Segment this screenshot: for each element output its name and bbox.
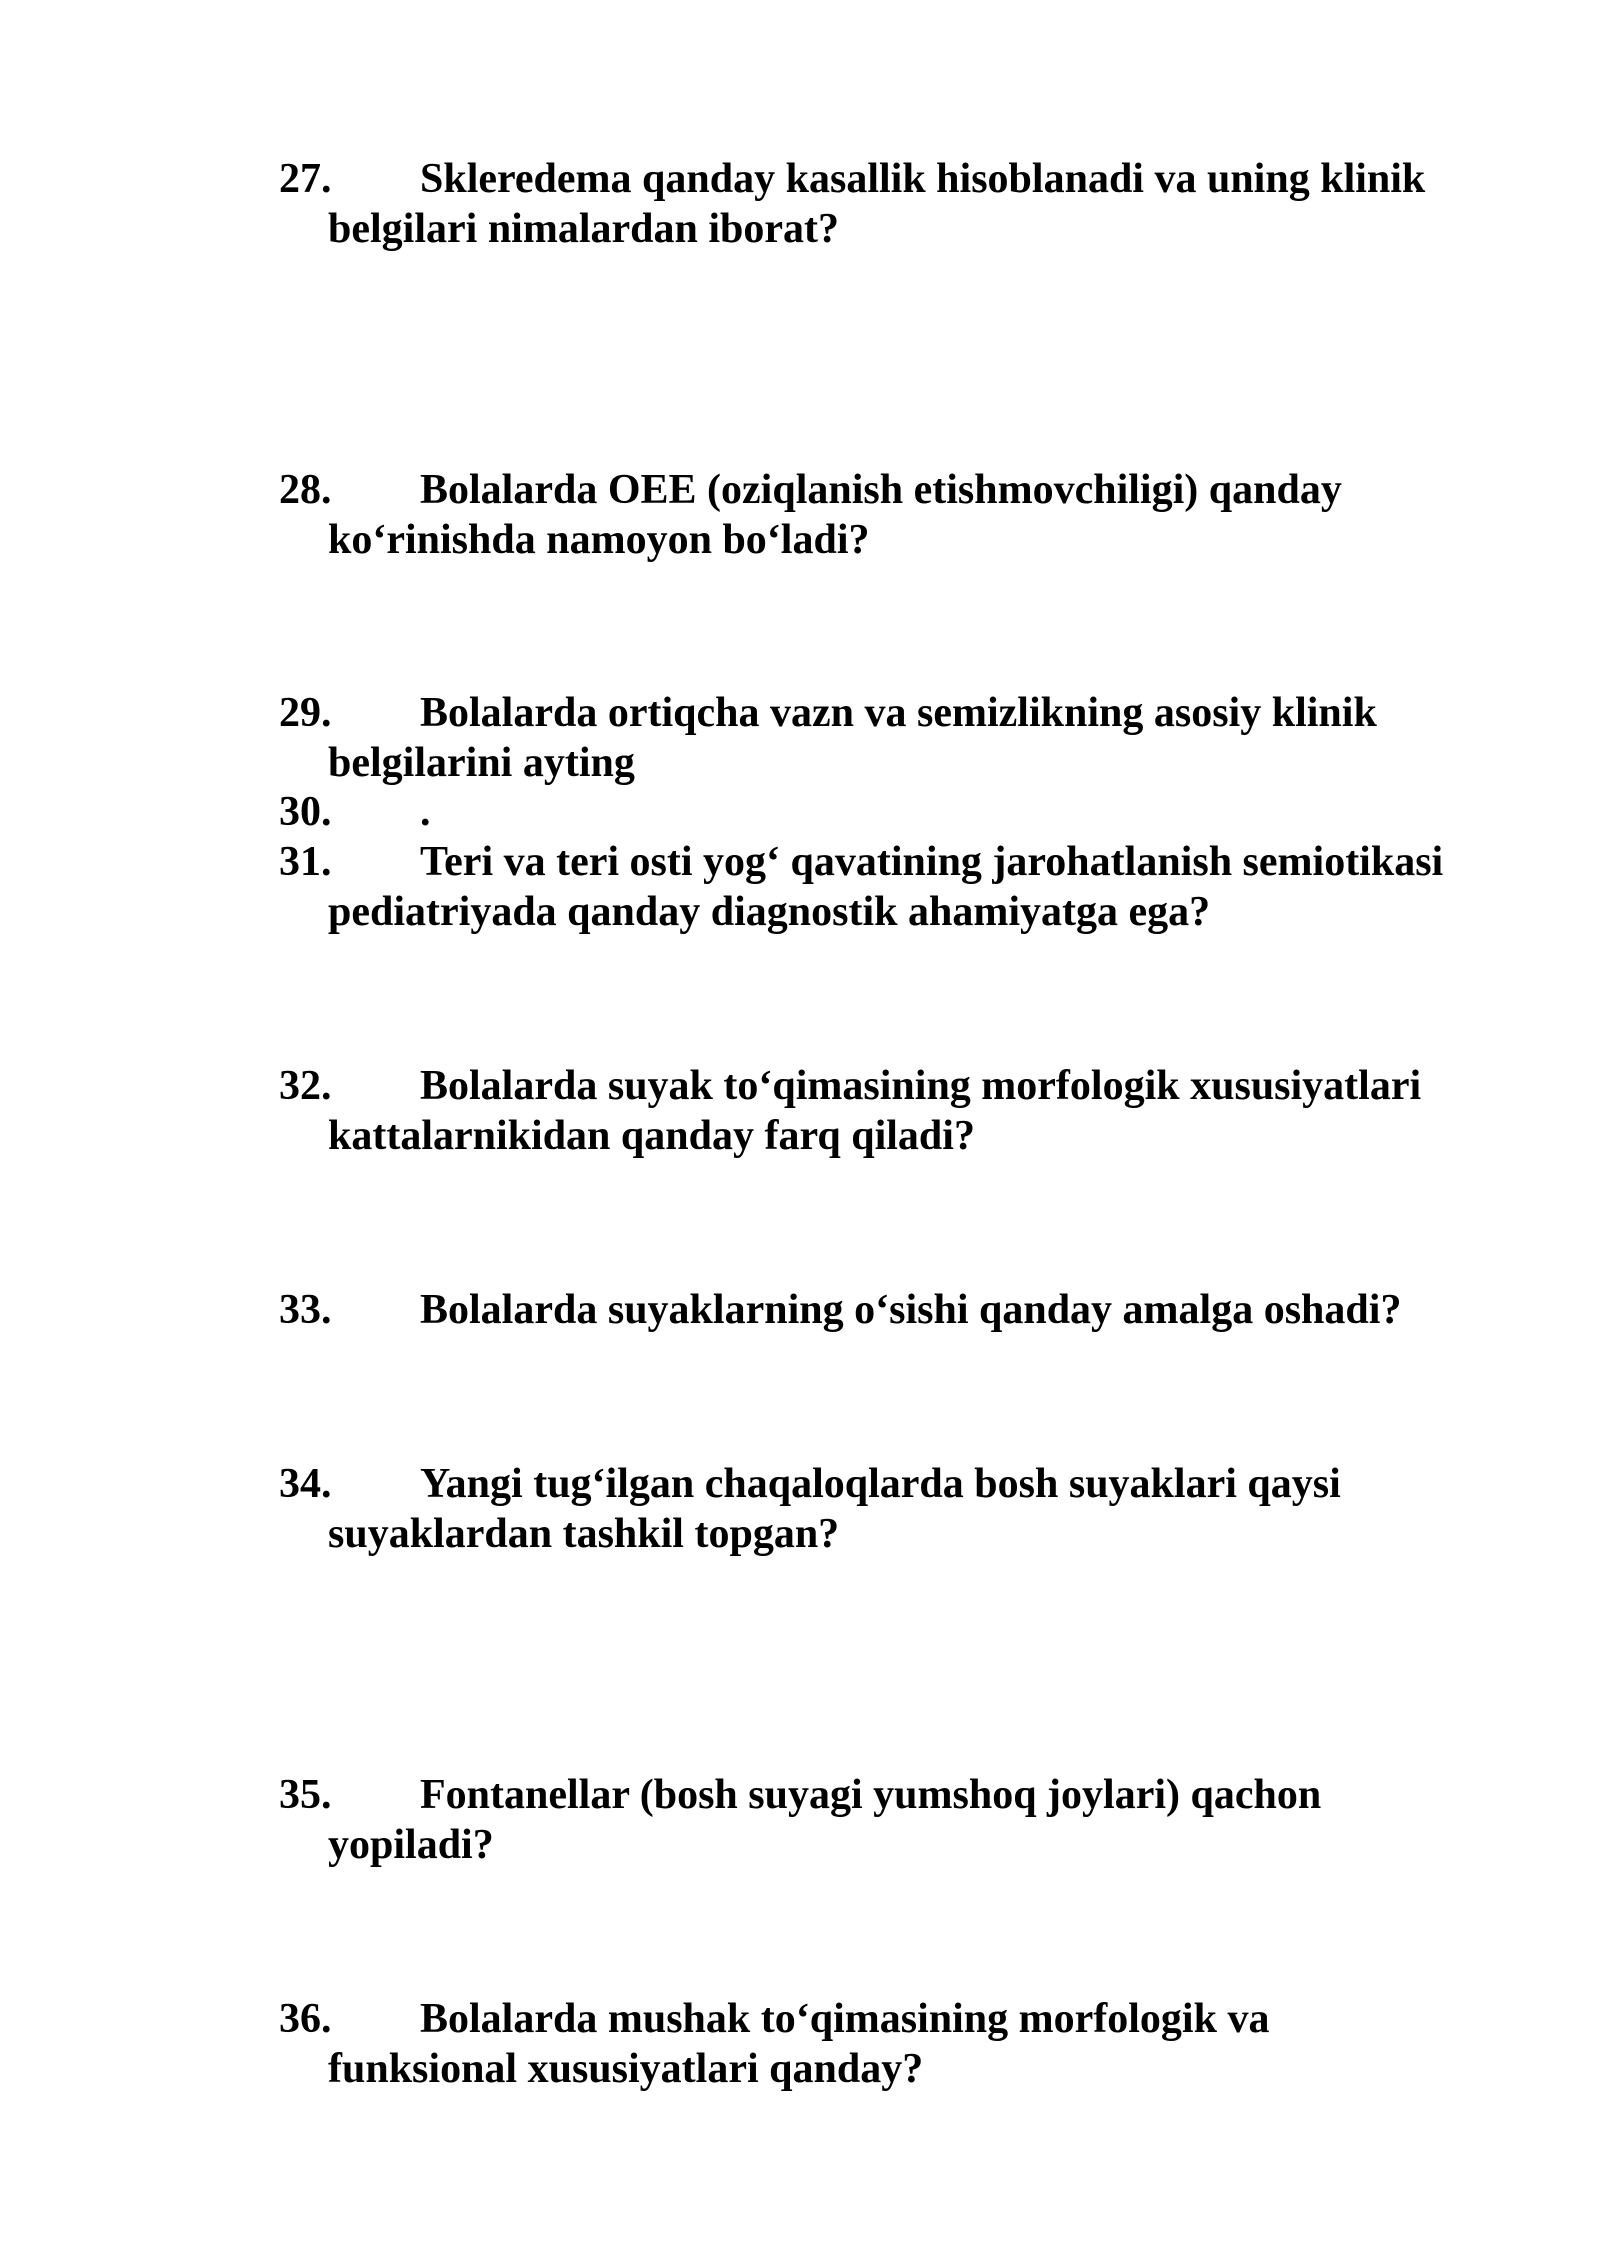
question-30 <box>279 787 1509 837</box>
question-text: Bolalarda mushak to‘qimasining morfologik va <box>420 1996 1270 2042</box>
question-number: 31. <box>279 839 332 885</box>
question-number: 34. <box>279 1461 332 1507</box>
question-31 <box>279 837 1509 937</box>
question-text-continued: kattalarnikidan qanday farq qiladi? <box>328 1113 975 1159</box>
question-text-continued: belgilari nimalardan iborat? <box>328 206 840 252</box>
question-number: 36. <box>279 1996 332 2042</box>
question-text-continued: pediatriyada qanday diagnostik ahamiyatga ega? <box>328 889 1211 935</box>
question-text: Teri va teri osti yog‘ qavatining jarohatlanish semiotikasi <box>420 839 1444 885</box>
question-text: Fontanellar (bosh suyagi yumshoq joylari) qachon <box>420 1772 1322 1818</box>
question-27 <box>279 154 1509 254</box>
question-number: 28. <box>279 467 332 513</box>
question-36 <box>279 1994 1509 2094</box>
question-34 <box>279 1459 1509 1559</box>
question-32 <box>279 1061 1509 1161</box>
question-text-continued: yopiladi? <box>328 1822 494 1868</box>
question-number: 32. <box>279 1063 332 1109</box>
question-number: 29. <box>279 690 332 736</box>
question-33 <box>279 1285 1509 1335</box>
question-text-continued: suyaklardan tashkil topgan? <box>328 1511 840 1557</box>
question-text: Bolalarda OEE (oziqlanish etishmovchiligi) qanday <box>420 467 1342 513</box>
question-number: 33. <box>279 1287 332 1333</box>
question-35 <box>279 1770 1509 1870</box>
question-text: Bolalarda suyaklarning o‘sishi qanday amalga oshadi? <box>420 1287 1402 1333</box>
question-text: Bolalarda suyak to‘qimasining morfologik xususiyatlari <box>420 1063 1422 1109</box>
question-text-continued: ko‘rinishda namoyon bo‘ladi? <box>328 517 870 563</box>
question-28 <box>279 465 1509 565</box>
question-29 <box>279 688 1509 788</box>
question-text: Yangi tug‘ilgan chaqaloqlarda bosh suyaklari qaysi <box>420 1461 1341 1507</box>
question-number: 27. <box>279 156 332 202</box>
question-number: 35. <box>279 1772 332 1818</box>
question-text: Bolalarda ortiqcha vazn va semizlikning asosiy klinik <box>420 690 1377 736</box>
question-text-continued: belgilarini ayting <box>328 740 635 786</box>
question-text-continued: funksional xususiyatlari qanday? <box>328 2046 924 2092</box>
question-text: . <box>420 789 431 835</box>
question-number: 30. <box>279 789 332 835</box>
question-text: Skleredema qanday kasallik hisoblanadi va uning klinik <box>420 156 1426 202</box>
